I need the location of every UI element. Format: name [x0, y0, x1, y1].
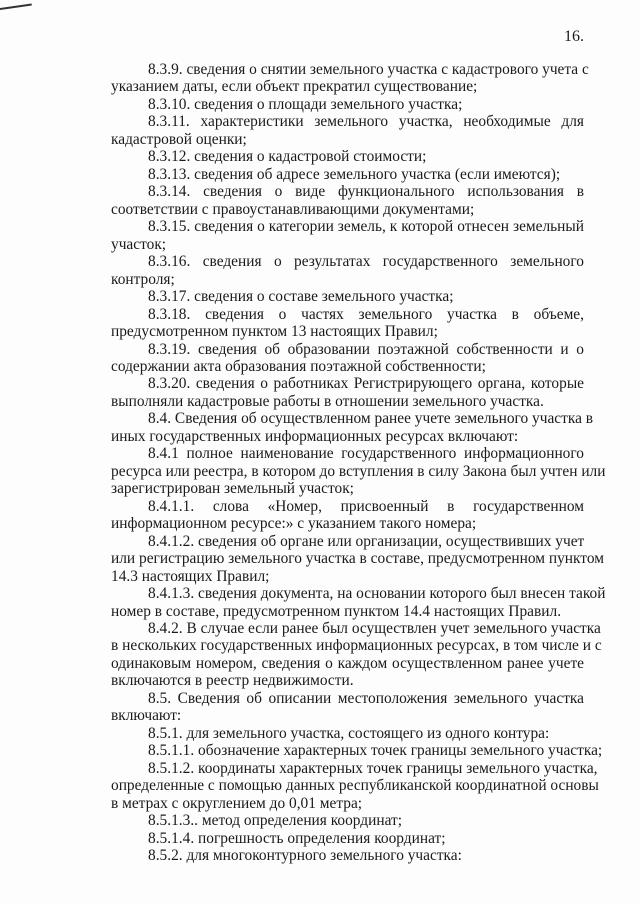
paragraph [111, 498, 584, 533]
paragraph-line: 8.4.1.2. сведения об органе или организации, осуществивших учет [148, 532, 585, 550]
paragraph-line: 8.5.1.2. координаты характерных точек границы земельного участка, [148, 759, 598, 777]
paragraph [111, 620, 602, 690]
paragraph-line: указанием даты, если объект прекратил существование; [111, 78, 478, 96]
paragraph-line: 8.5.2. для многоконтурного земельного участка: [148, 847, 462, 865]
paragraph-line: ресурса или реестра, в котором до вступления в силу Закона был учтен или [111, 462, 606, 480]
paragraph-line: в метрах с округлением до 0,01 метра; [111, 794, 363, 812]
page-number: 16. [564, 28, 584, 45]
paragraph-line: или регистрацию земельного участка в составе, предусмотренном пунктом [111, 550, 604, 568]
paragraph-line: 14.3 настоящих Правил; [111, 567, 270, 585]
paragraph-line: выполняли кадастровые работы в отношении земельного участка. [111, 392, 544, 410]
paragraph-line: 8.3.14. сведения о виде функционального использования в [148, 183, 584, 201]
paragraph [111, 847, 584, 864]
paragraph-line: 8.3.18. сведения о частях земельного участка в объеме, [148, 305, 584, 323]
paragraph-line: 8.4.1 полное наименование государственного информационного [148, 445, 584, 463]
paragraph-line: 8.3.11. характеристики земельного участка, необходимые для [148, 113, 584, 131]
paragraph [111, 148, 584, 165]
paragraph [111, 690, 584, 725]
paragraph-line: соответствии с правоустанавливающими документами; [111, 200, 475, 218]
paragraph [111, 445, 606, 498]
paragraph-line: 8.3.12. сведения о кадастровой стоимости; [148, 148, 427, 166]
paragraph-line: 8.3.15. сведения о категории земель, к которой отнесен земельный [148, 218, 584, 236]
paragraph-line: 8.5.1.1. обозначение характерных точек границы земельного участка; [148, 742, 603, 760]
paragraph [111, 759, 599, 812]
paragraph-line: информационном ресурсе:» с указанием такого номера; [111, 515, 477, 533]
paragraph-line: 8.3.16. сведения о результатах государственного земельного [148, 253, 584, 271]
paragraph [111, 306, 584, 341]
paragraph-line: определенные с помощью данных республиканской координатной основы [111, 777, 599, 795]
paragraph [111, 96, 584, 113]
paragraph [111, 253, 584, 288]
paragraph-line: 8.5.1. для земельного участка, состоящего из одного контура: [148, 724, 550, 742]
paragraph [111, 218, 584, 253]
paragraph [111, 288, 584, 305]
paragraph [111, 341, 584, 376]
paragraph [111, 166, 584, 183]
paragraph [111, 61, 589, 96]
paragraph-line: в нескольких государственных информационных ресурсах, в том числе и с [111, 637, 602, 655]
paragraph-line: 8.4.1.3. сведения документа, на основании которого был внесен такой [148, 585, 606, 603]
paragraph-line: зарегистрирован земельный участок; [111, 480, 354, 498]
paragraph-line: 8.4.1.1. слова «Номер, присвоенный в государственном [148, 497, 584, 515]
paragraph-line: кадастровой оценки; [111, 130, 247, 148]
paragraph-line: включают: [111, 707, 182, 725]
paragraph-line: 8.5. Сведения об описании местоположения земельного участка [148, 689, 584, 707]
paragraph-line: одинаковым номером, сведения о каждом осуществленном ранее учете [111, 654, 584, 672]
paragraph [111, 532, 604, 585]
paragraph-line: 8.4.2. В случае если ранее был осуществлен учет земельного участка [148, 620, 601, 637]
paragraph-line: 8.4. Сведения об осуществленном ранее учете земельного участка в [148, 410, 594, 428]
paragraph-line: номер в составе, предусмотренном пунктом 14.4 настоящих Правил. [111, 602, 562, 620]
paragraph-line: контроля; [111, 270, 175, 288]
paragraph [111, 742, 603, 760]
paragraph [111, 375, 584, 410]
scan-artifact-mark [0, 4, 32, 10]
paragraph-line: 8.3.20. сведения о работниках Регистрирующего органа, которые [148, 375, 584, 393]
paragraph-line: иных государственных информационных ресурсах включают: [111, 427, 519, 445]
paragraph [111, 183, 584, 218]
paragraph-line: 8.3.10. сведения о площади земельного участка; [148, 95, 463, 113]
paragraph-line: 8.3.9. сведения о снятии земельного участка с кадастрового учета с [148, 61, 589, 78]
paragraph-line: 8.5.1.4. погрешность определения координат; [148, 829, 446, 847]
paragraph [111, 812, 584, 829]
paragraph [111, 113, 584, 148]
paragraph-line: содержании акта образования поэтажной собственности; [111, 357, 486, 375]
paragraph-line: предусмотренном пунктом 13 настоящих Правил; [111, 323, 438, 341]
paragraph-line: 8.3.13. сведения об адресе земельного участка (если имеются); [148, 165, 561, 183]
document-body [111, 61, 606, 865]
paragraph-line: 8.3.19. сведения об образовании поэтажной собственности и о [148, 340, 584, 358]
paragraph [111, 585, 606, 620]
paragraph [111, 830, 584, 847]
paragraph-line: включаются в реестр недвижимости. [111, 672, 354, 690]
paragraph-line: 8.3.17. сведения о составе земельного участка; [148, 288, 454, 306]
paragraph-line: участок; [111, 235, 167, 253]
paragraph-line: 8.5.1.3.. метод определения координат; [148, 812, 403, 830]
paragraph [111, 725, 584, 742]
paragraph [111, 410, 594, 445]
